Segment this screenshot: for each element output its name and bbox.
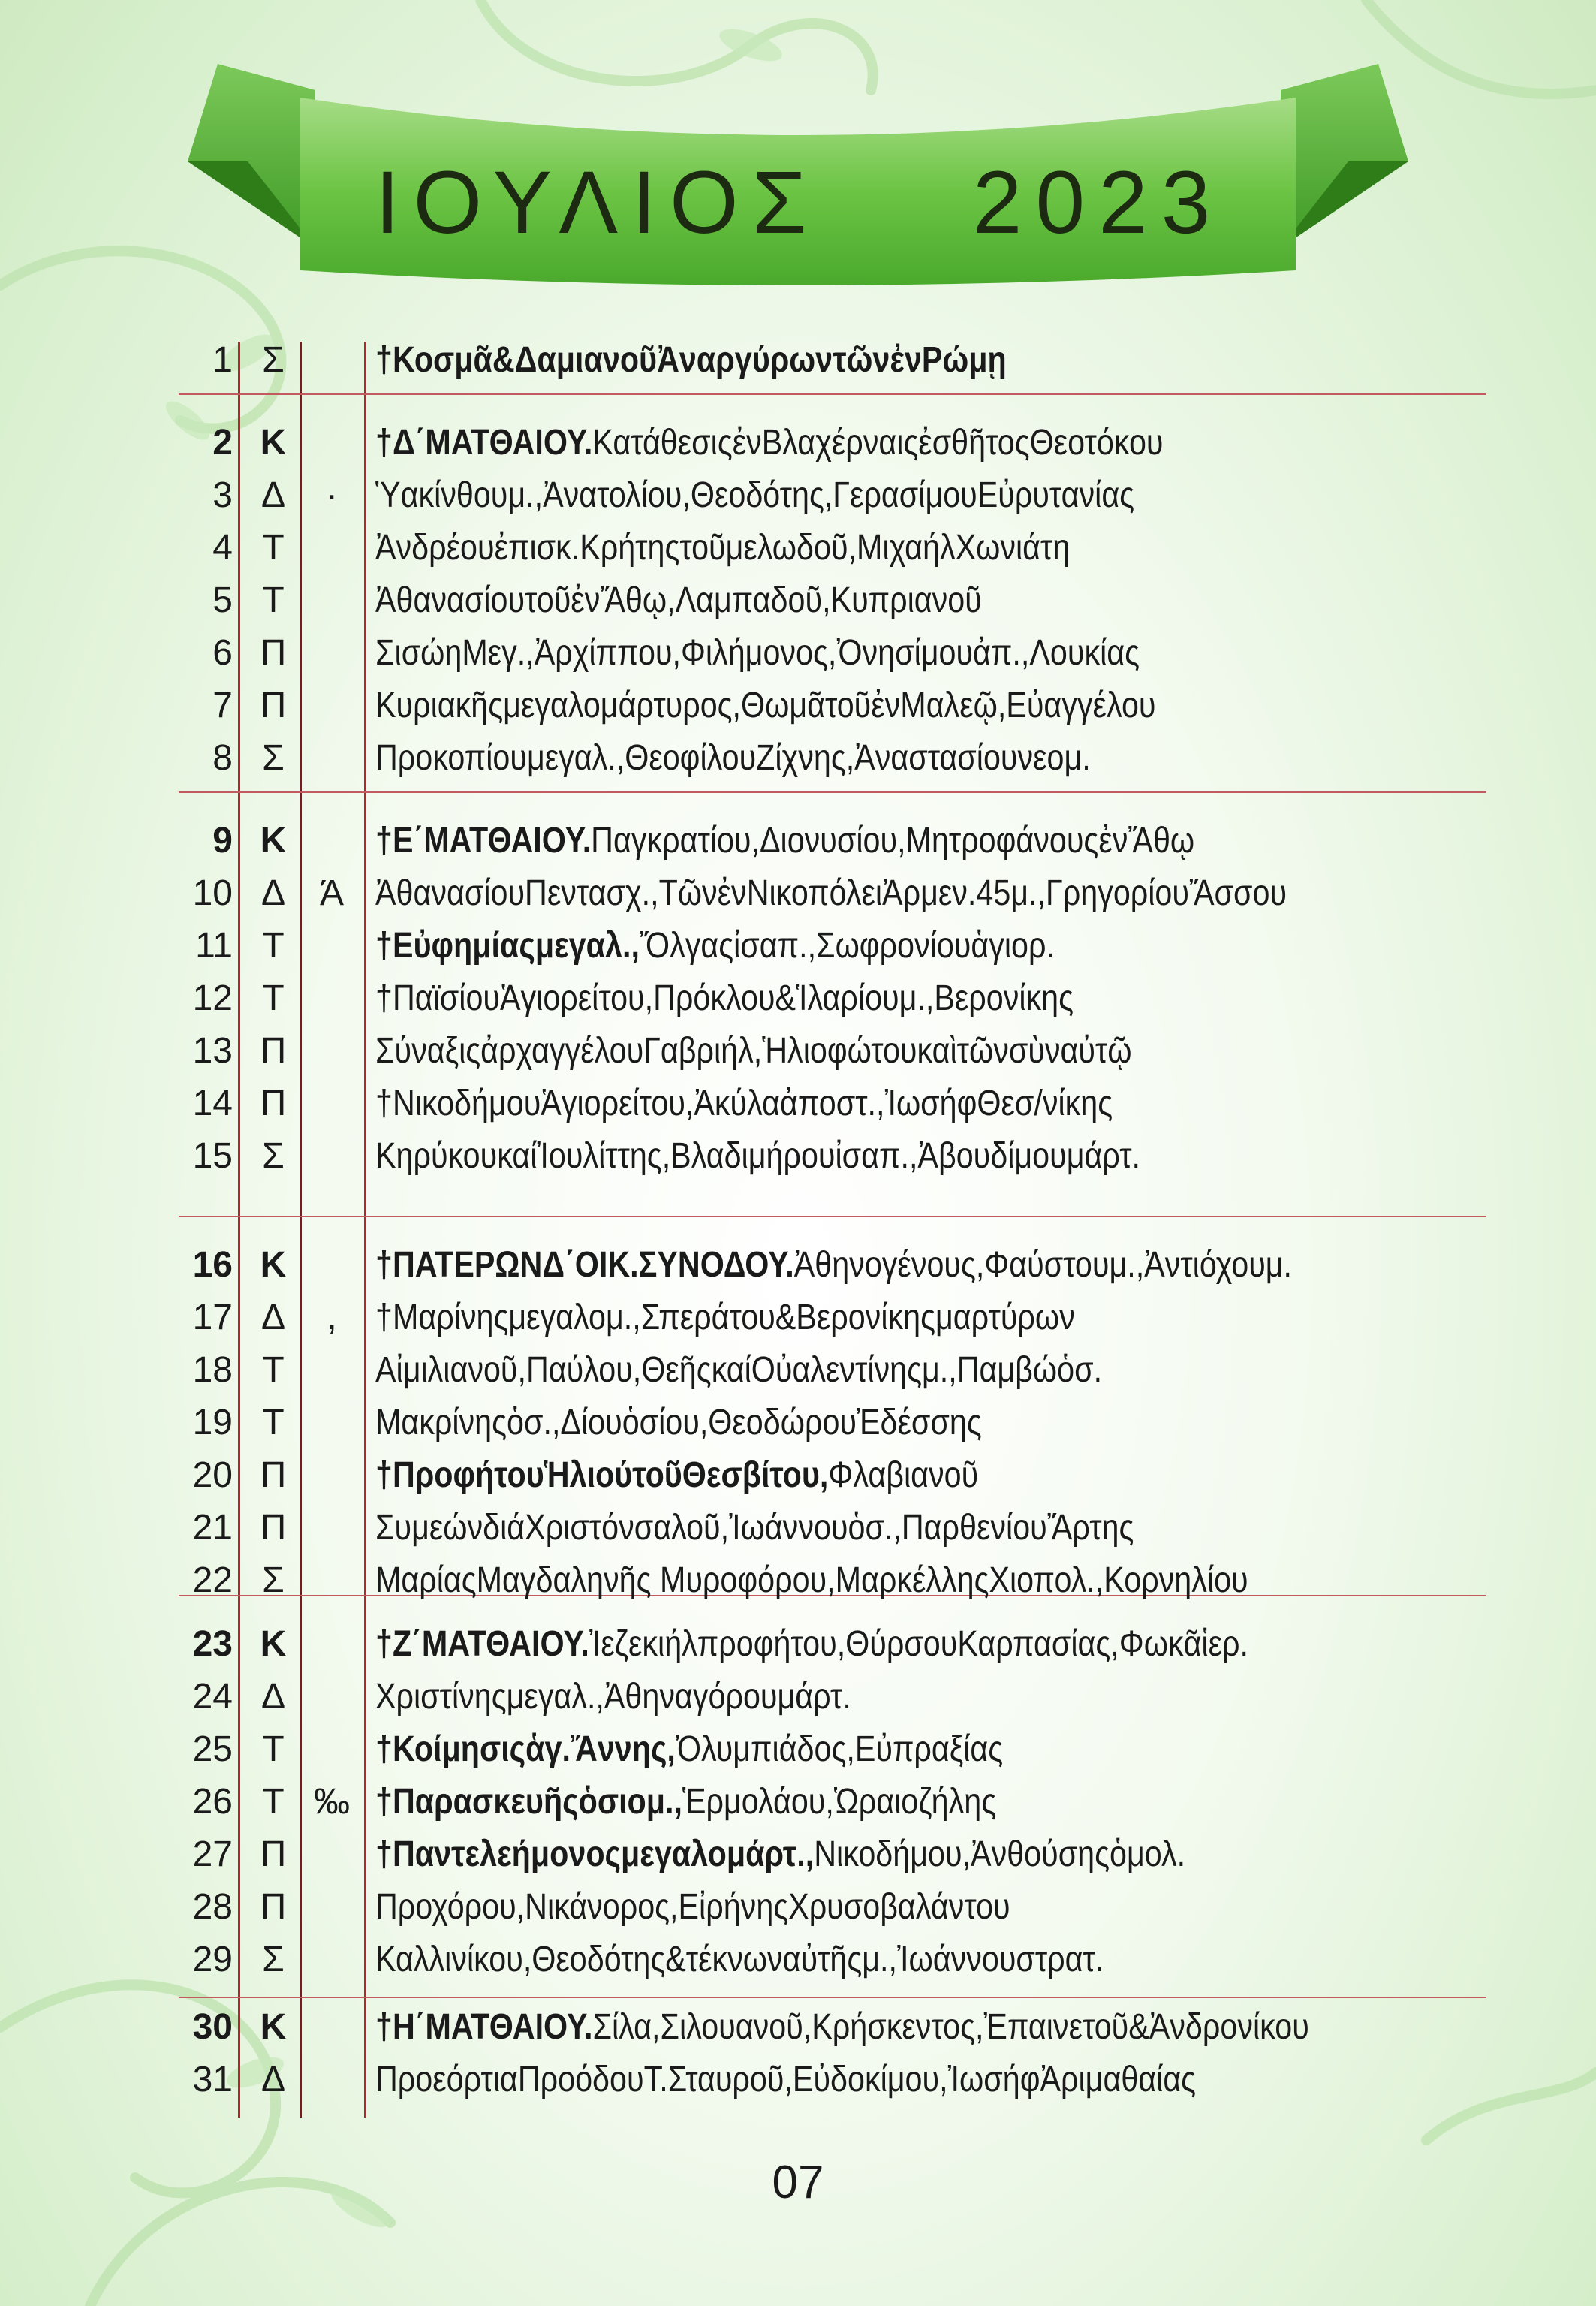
- day-number: 17: [192, 1298, 233, 1337]
- day-number: 29: [192, 1940, 233, 1979]
- feast-regular-part: Ἑρμολάου,Ὡραιοζήλης: [682, 1782, 997, 1822]
- calendar-row: [0, 469, 1596, 522]
- day-number: 14: [192, 1084, 233, 1123]
- moon-phase-symbol: [299, 1502, 365, 1554]
- weekday-letter: Σ: [262, 340, 285, 380]
- feast-regular-part: Αἰμιλιανοῦ,Παύλου,ΘεῆςκαίΟὐαλεντίνηςμ.,Παμβώὁσ.: [375, 1350, 1103, 1390]
- calendar-row: [0, 1130, 1596, 1183]
- day-number: 16: [192, 1245, 233, 1285]
- weekday-letter: Δ: [260, 873, 286, 913]
- day-number: 11: [195, 926, 233, 966]
- moon-phase-symbol: [299, 522, 365, 574]
- feast-bold-part: †Η΄ΜΑΤΘΑΙΟΥ.: [375, 2007, 593, 2047]
- feast-bold-part: †Ζ΄ΜΑΤΘΑΙΟΥ.: [375, 1624, 589, 1664]
- calendar-row: [0, 1239, 1596, 1292]
- moon-phase-symbol: [299, 1828, 365, 1881]
- saint-feast-text: [375, 522, 1331, 574]
- feast-regular-part: Ἀνδρέουἐπισκ.Κρήτηςτοῦμελωδοῦ,ΜιχαήλΧωνιάτη: [375, 528, 1071, 568]
- moon-phase-symbol: [299, 1934, 365, 1986]
- feast-bold-part: †ΠροφήτουἩλιούτοῦΘεσβίτου,: [375, 1455, 829, 1495]
- saint-feast-text: [375, 1130, 1331, 1183]
- saint-feast-text: [375, 1449, 1331, 1502]
- weekday-letter: Π: [260, 1834, 287, 1874]
- moon-phase-symbol: [299, 920, 365, 972]
- feast-regular-part: ΣισώηΜεγ.,Ἀρχίππου,Φιλήμονος,Ὀνησίμουἀπ.,Λουκίας: [375, 633, 1140, 673]
- moon-phase-symbol: [299, 1239, 365, 1292]
- feast-regular-part: Φλαβιανοῦ: [828, 1455, 979, 1495]
- weekday-letter: Δ: [260, 1298, 286, 1337]
- calendar-row: [0, 1292, 1596, 1344]
- feast-regular-part: Κυριακῆςμεγαλομάρτυρος,ΘωμᾶτοῦἐνΜαλεῷ,Εὐαγγέλου: [375, 686, 1156, 725]
- feast-regular-part: ΣύναξιςἀρχαγγέλουΓαβριήλ,Ἡλιοφώτουκαὶτῶνσὺναὐτῷ: [375, 1031, 1132, 1071]
- day-number: 9: [212, 821, 233, 861]
- moon-phase-symbol: [299, 732, 365, 785]
- feast-regular-part: Ἀθηνογένους,Φαύστουμ.,Ἀντιόχουμ.: [793, 1245, 1293, 1285]
- weekday-letter: Κ: [260, 821, 287, 861]
- week-separator: [179, 1997, 1486, 1998]
- calendar-row: [0, 627, 1596, 680]
- day-number: 2: [212, 423, 233, 463]
- calendar-row: [0, 1344, 1596, 1397]
- moon-phase-symbol: [299, 1025, 365, 1078]
- feast-regular-part: ἈθανασίουτοῦἐνἌθῳ,Λαμπαδοῦ,Κυπριανοῦ: [375, 580, 982, 620]
- weekday-letter: Δ: [260, 475, 286, 515]
- calendar-row: [0, 1025, 1596, 1078]
- calendar-row: [0, 2001, 1596, 2054]
- day-number: 18: [192, 1350, 233, 1390]
- week-separator: [179, 1216, 1486, 1217]
- saint-feast-text: [375, 1934, 1331, 1986]
- day-number: 21: [192, 1508, 233, 1548]
- moon-phase-symbol: [299, 574, 365, 627]
- feast-regular-part: Ὀλυμπιάδος,Εὐπραξίας: [675, 1729, 1004, 1769]
- day-number: 23: [192, 1624, 233, 1664]
- weekday-letter: Τ: [262, 1350, 285, 1390]
- feast-regular-part: Παγκρατίου,Διονυσίου,ΜητροφάνουςἐνἌθῳ: [591, 821, 1195, 861]
- calendar-row: [0, 972, 1596, 1025]
- moon-phase-symbol: [299, 2054, 365, 2106]
- day-number: 5: [212, 580, 233, 620]
- moon-phase-symbol: ·: [326, 475, 338, 515]
- feast-bold-part: †Ε΄ΜΑΤΘΑΙΟΥ.: [375, 821, 592, 861]
- page-number: 07: [772, 2157, 824, 2208]
- saint-feast-text: [375, 469, 1331, 522]
- day-number: 12: [192, 978, 233, 1018]
- feast-bold-part: †Κοίμησιςἁγ.Ἄννης,: [375, 1729, 676, 1769]
- calendar-row: [0, 574, 1596, 627]
- day-number: 30: [192, 2007, 233, 2047]
- moon-phase-symbol: ,: [327, 1298, 337, 1337]
- weekday-letter: Τ: [262, 1403, 285, 1442]
- moon-phase-symbol: [299, 417, 365, 469]
- calendar-row: [0, 1828, 1596, 1881]
- weekday-letter: Δ: [260, 1677, 286, 1717]
- month-title: ΙΟΥΛΙΟΣ 2023: [375, 153, 1224, 252]
- feast-regular-part: ΠροεόρτιαΠροόδουΤ.Σταυροῦ,Εὐδοκίμου,ἸωσήφἈριμαθαίας: [375, 2060, 1197, 2100]
- day-number: 19: [192, 1403, 233, 1442]
- moon-phase-symbol: [299, 815, 365, 867]
- day-number: 1: [212, 340, 233, 380]
- feast-regular-part: †ΝικοδήμουἉγιορείτου,Ἀκύλαἀποστ.,ἸωσήφΘεσ/νίκης: [375, 1084, 1113, 1123]
- weekday-letter: Σ: [262, 738, 285, 778]
- feast-regular-part: ΚηρύκουκαίἸουλίττης,Βλαδιμήρουἰσαπ.,Ἀβουδίμουμάρτ.: [375, 1136, 1141, 1176]
- day-number: 15: [192, 1136, 233, 1176]
- feast-regular-part: Ὄλγαςἰσαπ.,Σωφρονίουἁγιορ.: [639, 926, 1055, 966]
- weekday-letter: Κ: [260, 1624, 287, 1664]
- feast-regular-part: †Μαρίνηςμεγαλομ.,Σπεράτου&Βερονίκηςμαρτύρων: [375, 1298, 1075, 1337]
- saint-feast-text: [375, 417, 1331, 469]
- moon-phase-symbol: [299, 2001, 365, 2054]
- saint-feast-text: [375, 1239, 1331, 1292]
- calendar-row: [0, 867, 1596, 920]
- calendar-row: [0, 1618, 1596, 1671]
- day-number: 4: [212, 528, 233, 568]
- day-number: 26: [192, 1782, 233, 1822]
- calendar-row: [0, 417, 1596, 469]
- feast-regular-part: Καλλινίκου,Θεοδότης&τέκνωναὐτῆςμ.,Ἰωάννουστρατ.: [375, 1940, 1104, 1979]
- feast-bold-part: †Παρασκευῆςὁσιομ.,: [375, 1782, 682, 1822]
- calendar-row: [0, 1554, 1596, 1607]
- day-number: 28: [192, 1887, 233, 1927]
- moon-phase-symbol: Ά: [319, 873, 345, 913]
- calendar-row: [0, 1502, 1596, 1554]
- day-number: 3: [212, 475, 233, 515]
- saint-feast-text: [375, 867, 1331, 920]
- saint-feast-text: [375, 627, 1331, 680]
- day-number: 13: [192, 1031, 233, 1071]
- saint-feast-text: [375, 1776, 1331, 1828]
- feast-bold-part: †Κοσμᾶ&ΔαμιανοῦἈναργύρωντῶνἐνΡώμῃ: [375, 340, 1007, 380]
- day-number: 24: [192, 1677, 233, 1717]
- saint-feast-text: [375, 1881, 1331, 1934]
- moon-phase-symbol: [299, 972, 365, 1025]
- calendar-row: [0, 815, 1596, 867]
- calendar-row: [0, 1881, 1596, 1934]
- saint-feast-text: [375, 1344, 1331, 1397]
- calendar-row: [0, 2054, 1596, 2106]
- saint-feast-text: [375, 1618, 1331, 1671]
- feast-regular-part: ΜαρίαςΜαγδαληνῆς Μυροφόρου,ΜαρκέλληςΧιοπολ.,Κορνηλίου: [375, 1560, 1248, 1600]
- feast-regular-part: Νικοδήμου,Ἀνθούσηςὁμολ.: [814, 1834, 1186, 1874]
- moon-phase-symbol: [299, 1397, 365, 1449]
- calendar-row: [0, 1776, 1596, 1828]
- day-number: 20: [192, 1455, 233, 1495]
- weekday-letter: Σ: [262, 1940, 285, 1979]
- saint-feast-text: [375, 1078, 1331, 1130]
- feast-regular-part: Ἰεζεκιήλπροφήτου,ΘύρσουΚαρπασίας,Φωκᾶἱερ.: [589, 1624, 1248, 1664]
- feast-bold-part: †Παντελεήμονοςμεγαλομάρτ.,: [375, 1834, 815, 1874]
- day-number: 8: [212, 738, 233, 778]
- saint-feast-text: [375, 920, 1331, 972]
- saint-feast-text: [375, 972, 1331, 1025]
- moon-phase-symbol: [299, 1618, 365, 1671]
- moon-phase-symbol: [299, 1130, 365, 1183]
- moon-phase-symbol: [299, 627, 365, 680]
- saint-feast-text: [375, 2054, 1331, 2106]
- weekday-letter: Κ: [260, 1245, 287, 1285]
- moon-phase-symbol: [299, 1554, 365, 1607]
- moon-phase-symbol: [299, 1723, 365, 1776]
- weekday-letter: Τ: [262, 580, 285, 620]
- saint-feast-text: [375, 1723, 1331, 1776]
- saint-feast-text: [375, 574, 1331, 627]
- weekday-letter: Τ: [262, 528, 285, 568]
- weekday-letter: Σ: [262, 1136, 285, 1176]
- day-number: 10: [192, 873, 233, 913]
- saint-feast-text: [375, 1828, 1331, 1881]
- day-number: 6: [212, 633, 233, 673]
- calendar-row: [0, 1934, 1596, 1986]
- calendar-row: [0, 1078, 1596, 1130]
- day-number: 7: [212, 686, 233, 725]
- weekday-letter: Σ: [262, 1560, 285, 1600]
- day-number: 27: [192, 1834, 233, 1874]
- weekday-letter: Π: [260, 1031, 287, 1071]
- weekday-letter: Τ: [262, 1729, 285, 1769]
- calendar-row: [0, 1671, 1596, 1723]
- day-number: 22: [192, 1560, 233, 1600]
- saint-feast-text: [375, 732, 1331, 785]
- calendar-row: [0, 920, 1596, 972]
- feast-regular-part: ἈθανασίουΠεντασχ.,ΤῶνἐνΝικοπόλειἈρμεν.45μ.,ΓρηγορίουἌσσου: [375, 873, 1287, 913]
- weekday-letter: Π: [260, 1887, 287, 1927]
- moon-phase-symbol: [299, 1449, 365, 1502]
- saint-feast-text: [375, 1025, 1331, 1078]
- day-number: 31: [192, 2060, 233, 2100]
- saint-feast-text: [375, 680, 1331, 732]
- feast-regular-part: Χριστίνηςμεγαλ.,Ἀθηναγόρουμάρτ.: [375, 1677, 851, 1717]
- feast-bold-part: †Δ΄ΜΑΤΘΑΙΟΥ.: [375, 423, 593, 463]
- week-separator: [179, 393, 1486, 395]
- weekday-letter: Π: [260, 1508, 287, 1548]
- weekday-letter: Π: [260, 686, 287, 725]
- calendar-row: [0, 1397, 1596, 1449]
- moon-phase-symbol: [299, 1344, 365, 1397]
- weekday-letter: Π: [260, 633, 287, 673]
- feast-bold-part: †Εὐφημίαςμεγαλ.,: [375, 926, 640, 966]
- moon-phase-symbol: [299, 334, 365, 387]
- feast-regular-part: Προκοπίουμεγαλ.,ΘεοφίλουΖίχνης,Ἀναστασίουνεομ.: [375, 738, 1091, 778]
- saint-feast-text: [375, 1554, 1331, 1607]
- weekday-letter: Κ: [260, 423, 287, 463]
- weekday-letter: Τ: [262, 1782, 285, 1822]
- feast-regular-part: Σίλα,Σιλουανοῦ,Κρήσκεντος,Ἐπαινετοῦ&Ἀνδρονίκου: [592, 2007, 1309, 2047]
- weekday-letter: Π: [260, 1084, 287, 1123]
- calendar-row: [0, 680, 1596, 732]
- feast-regular-part: ΣυμεώνδιάΧριστόνσαλοῦ,Ἰωάννουὁσ.,ΠαρθενίουἌρτης: [375, 1508, 1134, 1548]
- calendar-row: [0, 334, 1596, 387]
- moon-phase-symbol: [299, 1881, 365, 1934]
- weekday-letter: Τ: [262, 926, 285, 966]
- weekday-letter: Τ: [262, 978, 285, 1018]
- feast-regular-part: Ὑακίνθουμ.,Ἀνατολίου,Θεοδότης,ΓερασίμουΕὐρυτανίας: [375, 475, 1135, 515]
- feast-regular-part: Προχόρου,Νικάνορος,ΕἰρήνηςΧρυσοβαλάντου: [375, 1887, 1010, 1927]
- day-number: 25: [192, 1729, 233, 1769]
- calendar-row: [0, 732, 1596, 785]
- weekday-letter: Π: [260, 1455, 287, 1495]
- saint-feast-text: [375, 2001, 1331, 2054]
- weekday-letter: Κ: [260, 2007, 287, 2047]
- saint-feast-text: [375, 334, 1331, 387]
- feast-bold-part: †ΠΑΤΕΡΩΝΔ΄ΟΙΚ.ΣΥΝΟΔΟΥ.: [375, 1245, 794, 1285]
- week-separator: [179, 791, 1486, 793]
- saint-feast-text: [375, 1397, 1331, 1449]
- saint-feast-text: [375, 1292, 1331, 1344]
- saint-feast-text: [375, 1671, 1331, 1723]
- moon-phase-symbol: ‰: [314, 1782, 350, 1822]
- moon-phase-symbol: [299, 1671, 365, 1723]
- calendar-row: [0, 1449, 1596, 1502]
- feast-regular-part: Μακρίνηςὁσ.,Δίουὁσίου,ΘεοδώρουἘδέσσης: [375, 1403, 982, 1442]
- saint-feast-text: [375, 1502, 1331, 1554]
- moon-phase-symbol: [299, 680, 365, 732]
- feast-regular-part: †ΠαϊσίουἉγιορείτου,Πρόκλου&Ἱλαρίουμ.,Βερονίκης: [375, 978, 1074, 1018]
- saint-feast-text: [375, 815, 1331, 867]
- feast-regular-part: ΚατάθεσιςἐνΒλαχέρναιςἐσθῆτοςΘεοτόκου: [592, 423, 1164, 463]
- weekday-letter: Δ: [260, 2060, 286, 2100]
- calendar-row: [0, 1723, 1596, 1776]
- moon-phase-symbol: [299, 1078, 365, 1130]
- calendar-row: [0, 522, 1596, 574]
